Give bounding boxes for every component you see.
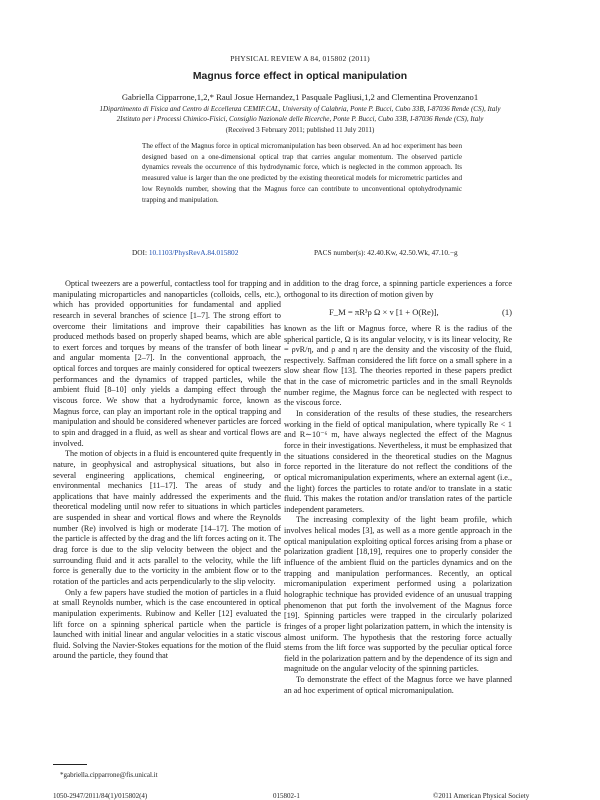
abstract: The effect of the Magnus force in optical micromanipulation has been observed. An ad hoc experiment has been designed based on a one-dimensional optical trap that carries angular momentum. The observed particle dynamics reveals the occurrence of this hydrodynamic force, which is neglected in the common approach. Its measured value is larger than the one predicted by the existing theoretical models for micrometric particles and low Reynolds number, showing that the Magnus force can contribute to unconventional optohydrodynamic trapping and manipulation. [142, 142, 462, 204]
right-paragraph-2: In consideration of the results of these studies, the researchers working in the field of optical manipulation, where typically Re < 1 and R∼10⁻⁶ m, have always neglected the effect of the Magnus force in their investigations. Nevertheless, it must be emphasized that the situations considered in the theoretical studies on the Magnus force reported in the literature do not reflect the conditions of the optical micromanipulation experiments, where an external agent (i.e., the light) forces the particles to rotate and/or to translate in a static fluid. This makes the rotation and/or translation rates of the particle independent parameters. [284, 409, 512, 514]
affiliation-1: 1Dipartimento di Fisica and Centro di Eccellenza CEMIF.CAL, University of Calabria, Ponte P. Bucci, Cubo 33B, I-87036 Rende (CS), Italy [99, 105, 501, 113]
right-intro: in addition to the drag force, a spinning particle experiences a force orthogonal to its direction of motion given by [284, 279, 512, 299]
footer-issn: 1050-2947/2011/84(1)/015802(4) [53, 792, 148, 800]
right-paragraph-3: The increasing complexity of the light beam profile, which involves helical modes [3], as well as a more gentle approach in the optical manipulation exploiting optical forces arising from a phase or polarization gradient [18,19], requires one to properly consider the influence of the ambient fluid on the particles dynamics and on the trapping and manipulation performances. Recently, an optical micromanipulation experiment performed using a polarization holographic technique has provided evidence of an unusual trapping phenomenon that put forth the involvement of the Magnus force [19]. Spinning particles were trapped in the circularly polarized fringes of a proper light polarization pattern, in which the intensity is almost uniform. The hypothesis that the restoring force actually stems from the lift force was supported by the peculiar optical force field in the polarization pattern and by the dependence of its sign and magnitude on the angular velocity of the spinning particles. [284, 515, 512, 674]
right-paragraph-4: To demonstrate the effect of the Magnus force we have planned an ad hoc experiment of optical micromanipulation. [284, 675, 512, 695]
doi-label: DOI: [132, 248, 147, 257]
left-paragraph-3: Only a few papers have studied the motion of particles in a fluid at small Reynolds number, which is the case encountered in optical manipulation experiments. Rubinow and Keller [12] evaluated the lift force on a spinning spherical particle when the particle is launched with initial linear and angular velocities in a static viscous fluid. Solving the Navier-Stokes equations for the motion of the fluid around the particle, they found that [53, 587, 281, 661]
author-list: Gabriella Cipparrone,1,2,* Raul Josue Hernandez,1 Pasquale Pagliusi,1,2 and Clementina Provenzano1 [121, 92, 479, 102]
doi-line [132, 248, 238, 257]
footer-page-number: 015802-1 [273, 792, 300, 800]
affiliation-2: 2Istituto per i Processi Chimico-Fisici, Consiglio Nazionale delle Ricerche, Ponte P. Bucci, Cubo 33B, I-87036 Rende (CS), Italy [116, 115, 484, 123]
left-paragraph-1: Optical tweezers are a powerful, contactless tool for trapping and manipulating microparticles and nanoparticles (colloids, cells, etc.), which has provided opportunities for fundamental and applied research in several branches of science [1–7]. The strong effort to overcome their limitations and improve their capabilities has produced methods based on properly shaped beams, which are able to exert forces and torques by means of the transfer of both linear and angular momenta [2–7]. In the conventional approach, the optical forces and torques are mainly considered for optical tweezers performances and the dynamics of trapped particles, while the ambient fluid [8–10] only yields a damping effect through the viscous force. We show that a hydrodynamic force, known as Magnus force, can play an important role in the optical trapping and manipulation and should be considered whenever particles are forced to spin and dragged in a fluid, as well as shear and vortical flows are involved. [53, 279, 281, 448]
footnote-email: *gabriella.cipparrone@fis.unical.it [60, 771, 158, 779]
footnote-rule [53, 764, 87, 765]
equation-body: F_M = πR³ρ Ω × v [1 + O(Re)], [329, 307, 439, 318]
pacs-numbers: PACS number(s): 42.40.Kw, 42.50.Wk, 47.10.−g [314, 248, 458, 257]
left-column [53, 279, 281, 662]
left-paragraph-2: The motion of objects in a fluid is encountered quite frequently in nature, in geophysical and astrophysical situations, but also in several engineering applications, chemical engineering, or environmental mechanics [11–17]. The areas of study and applications that have mainly addressed the experiments and the theoretical modeling until now refer to situations in which particles are suspended in shear and vortical flows and where the Reynolds number (Re) involved is high or moderate [14–17]. The motion of the particle is affected by the drag and the lift forces acting on it. The drag force is due to the slip velocity between the object and the surrounding fluid and it acts parallel to the velocity, while the lift force is generally due to the vorticity in the ambient flow or to the rotation of the particles and acts perpendicularly to the slip velocity. [53, 449, 281, 586]
doi-link[interactable]: 10.1103/PhysRevA.84.015802 [148, 248, 239, 257]
right-paragraph-1: known as the lift or Magnus force, where R is the radius of the spherical particle, Ω is its angular velocity, v is its linear velocity, Re = ρvR/η, and ρ and η are the density and the viscosity of the fluid, respectively. Saffman considered the lift force on a small sphere in a slow shear flow [13]. The theories reported in these papers predict that in the case of micrometric particles and in the small Reynolds number regime, the Magnus force can be neglected with respect to the viscous force. [284, 323, 512, 408]
journal-header: PHYSICAL REVIEW A 84, 015802 (2011) [230, 54, 370, 63]
equation-1 [284, 307, 512, 318]
received-dates: (Received 3 February 2011; published 11 July 2011) [225, 126, 375, 134]
paper-title: Magnus force effect in optical manipulation [192, 71, 408, 82]
equation-number: (1) [501, 307, 512, 318]
right-column [284, 279, 512, 696]
footer-copyright: ©2011 American Physical Society [433, 792, 530, 800]
